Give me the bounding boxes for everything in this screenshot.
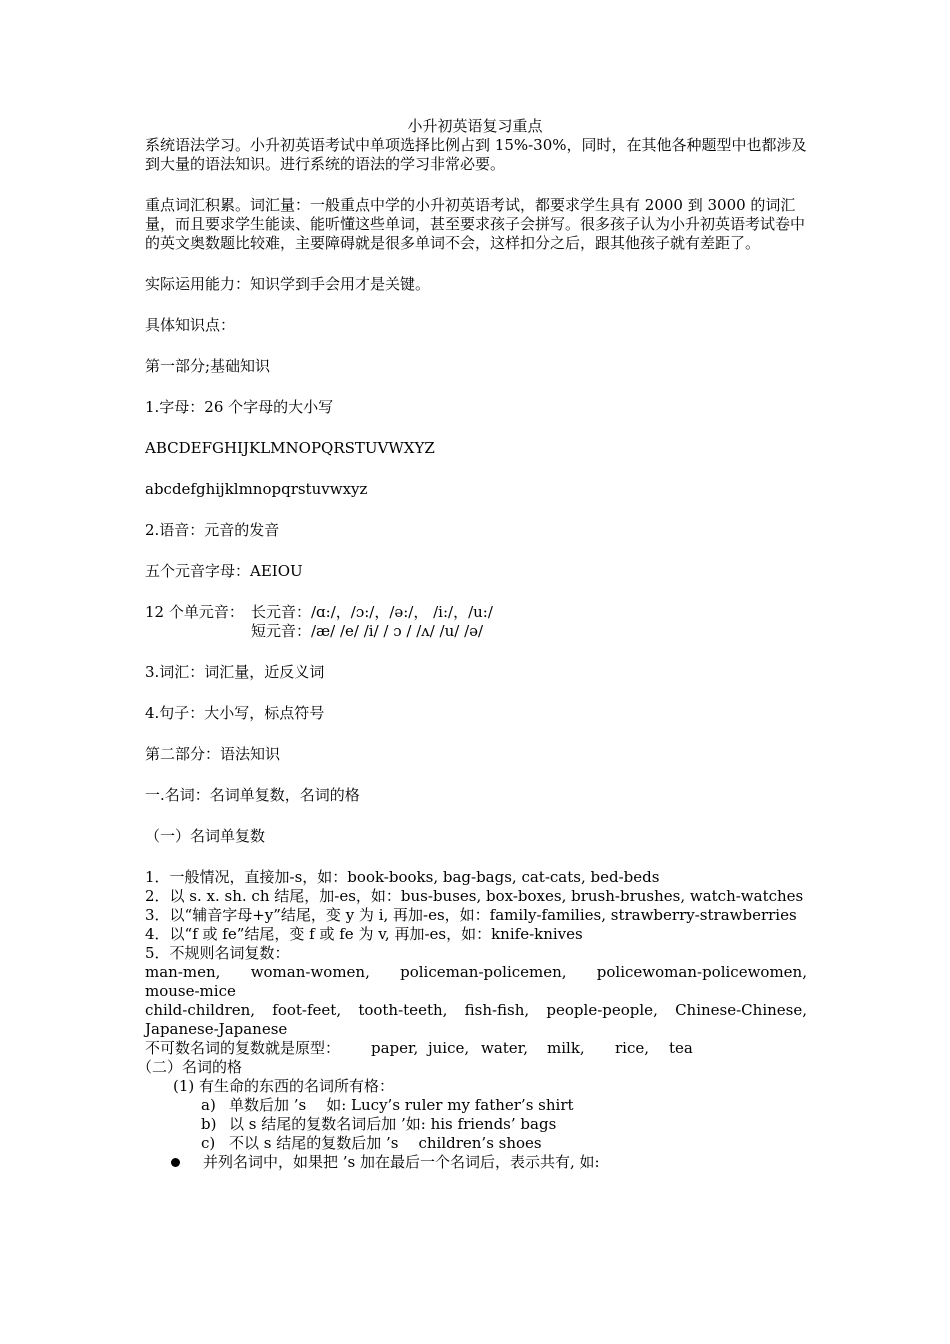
case-item (145, 1134, 807, 1153)
vowel-letters: 五个元音字母：AEIOU (145, 562, 303, 580)
case-item-text: 不以 s 结尾的复数后加 ’s (229, 1134, 399, 1152)
irregular-plural: policewoman-policewomen, (596, 963, 807, 981)
irregular-plurals-row-1 (145, 963, 807, 982)
case-title: （二）名词的格 (137, 1058, 243, 1076)
irregular-plural: woman-women, (250, 963, 370, 981)
irregular-plural: child-children, (145, 1001, 256, 1019)
phonetics-title: 2.语音：元音的发音 (145, 521, 280, 539)
irregular-plural: foot-feet, (272, 1001, 342, 1019)
plural-rules (137, 868, 807, 1172)
vowel-sounds-label: 12 个单元音： (145, 603, 244, 621)
uncountable-word: paper, (371, 1039, 419, 1057)
page-title: 小升初英语复习重点 (407, 117, 543, 135)
short-vowels: 短元音：/æ/ /e/ /i/ / ɔ / /ʌ/ /u/ /ə/ (251, 622, 484, 640)
intro-paragraph-points: 具体知识点： (145, 316, 236, 334)
lowercase-letters: abcdefghijklmnopqrstuvwxyz (145, 480, 368, 498)
plural-title: （一）名词单复数 (145, 827, 266, 845)
plural-rule: 4．以“f 或 fe”结尾，变 f 或 fe 为 v, 再加-es，如：knife-knives (145, 925, 583, 943)
case-item-marker: a) (201, 1096, 216, 1114)
bullet-text: 并列名词中，如果把 ’s 加在最后一个名词后，表示共有, 如: (203, 1153, 600, 1171)
noun-title: 一.名词：名词单复数，名词的格 (145, 786, 360, 804)
document-body (137, 136, 807, 1172)
bullet-item (145, 1153, 807, 1172)
case-item-example: children’s shoes (418, 1134, 542, 1152)
irregular-plural: policeman-policemen, (400, 963, 567, 981)
long-vowels: 长元音：/ɑ:/，/ɔ:/，/ə:/， /i:/，/u:/ (251, 603, 493, 621)
plural-rule: 2．以 s. x. sh. ch 结尾，加-es，如：bus-buses, box-boxes, brush-brushes, watch-watches (145, 887, 804, 905)
case-item-example: 如: Lucy’s ruler my father’s shirt (326, 1096, 574, 1114)
irregular-plural: fish-fish, (464, 1001, 530, 1019)
irregular-plural: Chinese-Chinese, (675, 1001, 807, 1019)
intro-paragraph-application: 实际运用能力：知识学到手会用才是关键。 (145, 275, 431, 293)
case-item-marker: b) (201, 1115, 217, 1133)
case-item-text: 单数后加 ’s (229, 1096, 307, 1114)
case-subtitle: (1) 有生命的东西的名词所有格： (173, 1077, 395, 1095)
uncountable-word: rice, (615, 1039, 650, 1057)
uncountable-nouns (145, 1039, 807, 1058)
irregular-plural: tooth-teeth, (358, 1001, 448, 1019)
vocabulary-title: 3.词汇：词汇量，近反义词 (145, 663, 325, 681)
case-item (145, 1096, 807, 1115)
letters-title: 1.字母：26 个字母的大小写 (145, 398, 334, 416)
case-item-example: 如: his friends’ bags (405, 1115, 557, 1133)
uncountable-word: tea (669, 1039, 693, 1057)
sentence-title: 4.句子：大小写，标点符号 (145, 704, 325, 722)
uncountable-word: milk, (547, 1039, 585, 1057)
uncountable-word: water, (481, 1039, 528, 1057)
plural-rule: 3．以“辅音字母+y”结尾，变 y 为 i, 再加-es，如：family-families, strawberry-strawberries (145, 906, 797, 924)
part1-heading: 第一部分;基础知识 (145, 357, 271, 375)
plural-rule: 1．一般情况，直接加-s，如：book-books, bag-bags, cat-cats, bed-beds (145, 868, 660, 886)
irregular-plurals-row-2 (145, 1001, 807, 1020)
irregular-plural: Japanese-Japanese (145, 1020, 288, 1038)
irregular-plural: people-people, (546, 1001, 658, 1019)
case-item (145, 1115, 807, 1134)
irregular-plural: man-men, (145, 963, 221, 981)
irregular-plural: mouse-mice (145, 982, 236, 1000)
uppercase-letters: ABCDEFGHIJKLMNOPQRSTUVWXYZ (145, 439, 435, 457)
uncountable-word: juice, (428, 1039, 470, 1057)
plural-rule: 5．不规则名词复数： (145, 944, 290, 962)
case-item-text: 以 s 结尾的复数名词后加 ’ (229, 1115, 406, 1133)
vowel-sounds (145, 603, 807, 641)
case-item-marker: c) (201, 1134, 216, 1152)
intro-paragraph-vocabulary: 重点词汇积累。词汇量：一般重点中学的小升初英语考试，都要求学生具有 2000 到 3000 的词汇量，而且要求学生能读、能听懂这些单词，甚至要求孩子会拼写。很多孩子认为小升初英语考试卷中的英文奥数题比较难，主要障碍就是很多单词不会，这样扣分之后，跟其他孩子就有差距了。 (145, 196, 806, 252)
intro-paragraph-grammar: 系统语法学习。小升初英语考试中单项选择比例占到 15%-30%，同时，在其他各种题型中也都涉及到大量的语法知识。进行系统的语法的学习非常必要。 (145, 136, 807, 173)
part2-heading: 第二部分：语法知识 (145, 745, 281, 763)
uncountable-label: 不可数名词的复数就是原型： (145, 1039, 341, 1057)
bullet-icon (171, 1153, 203, 1172)
